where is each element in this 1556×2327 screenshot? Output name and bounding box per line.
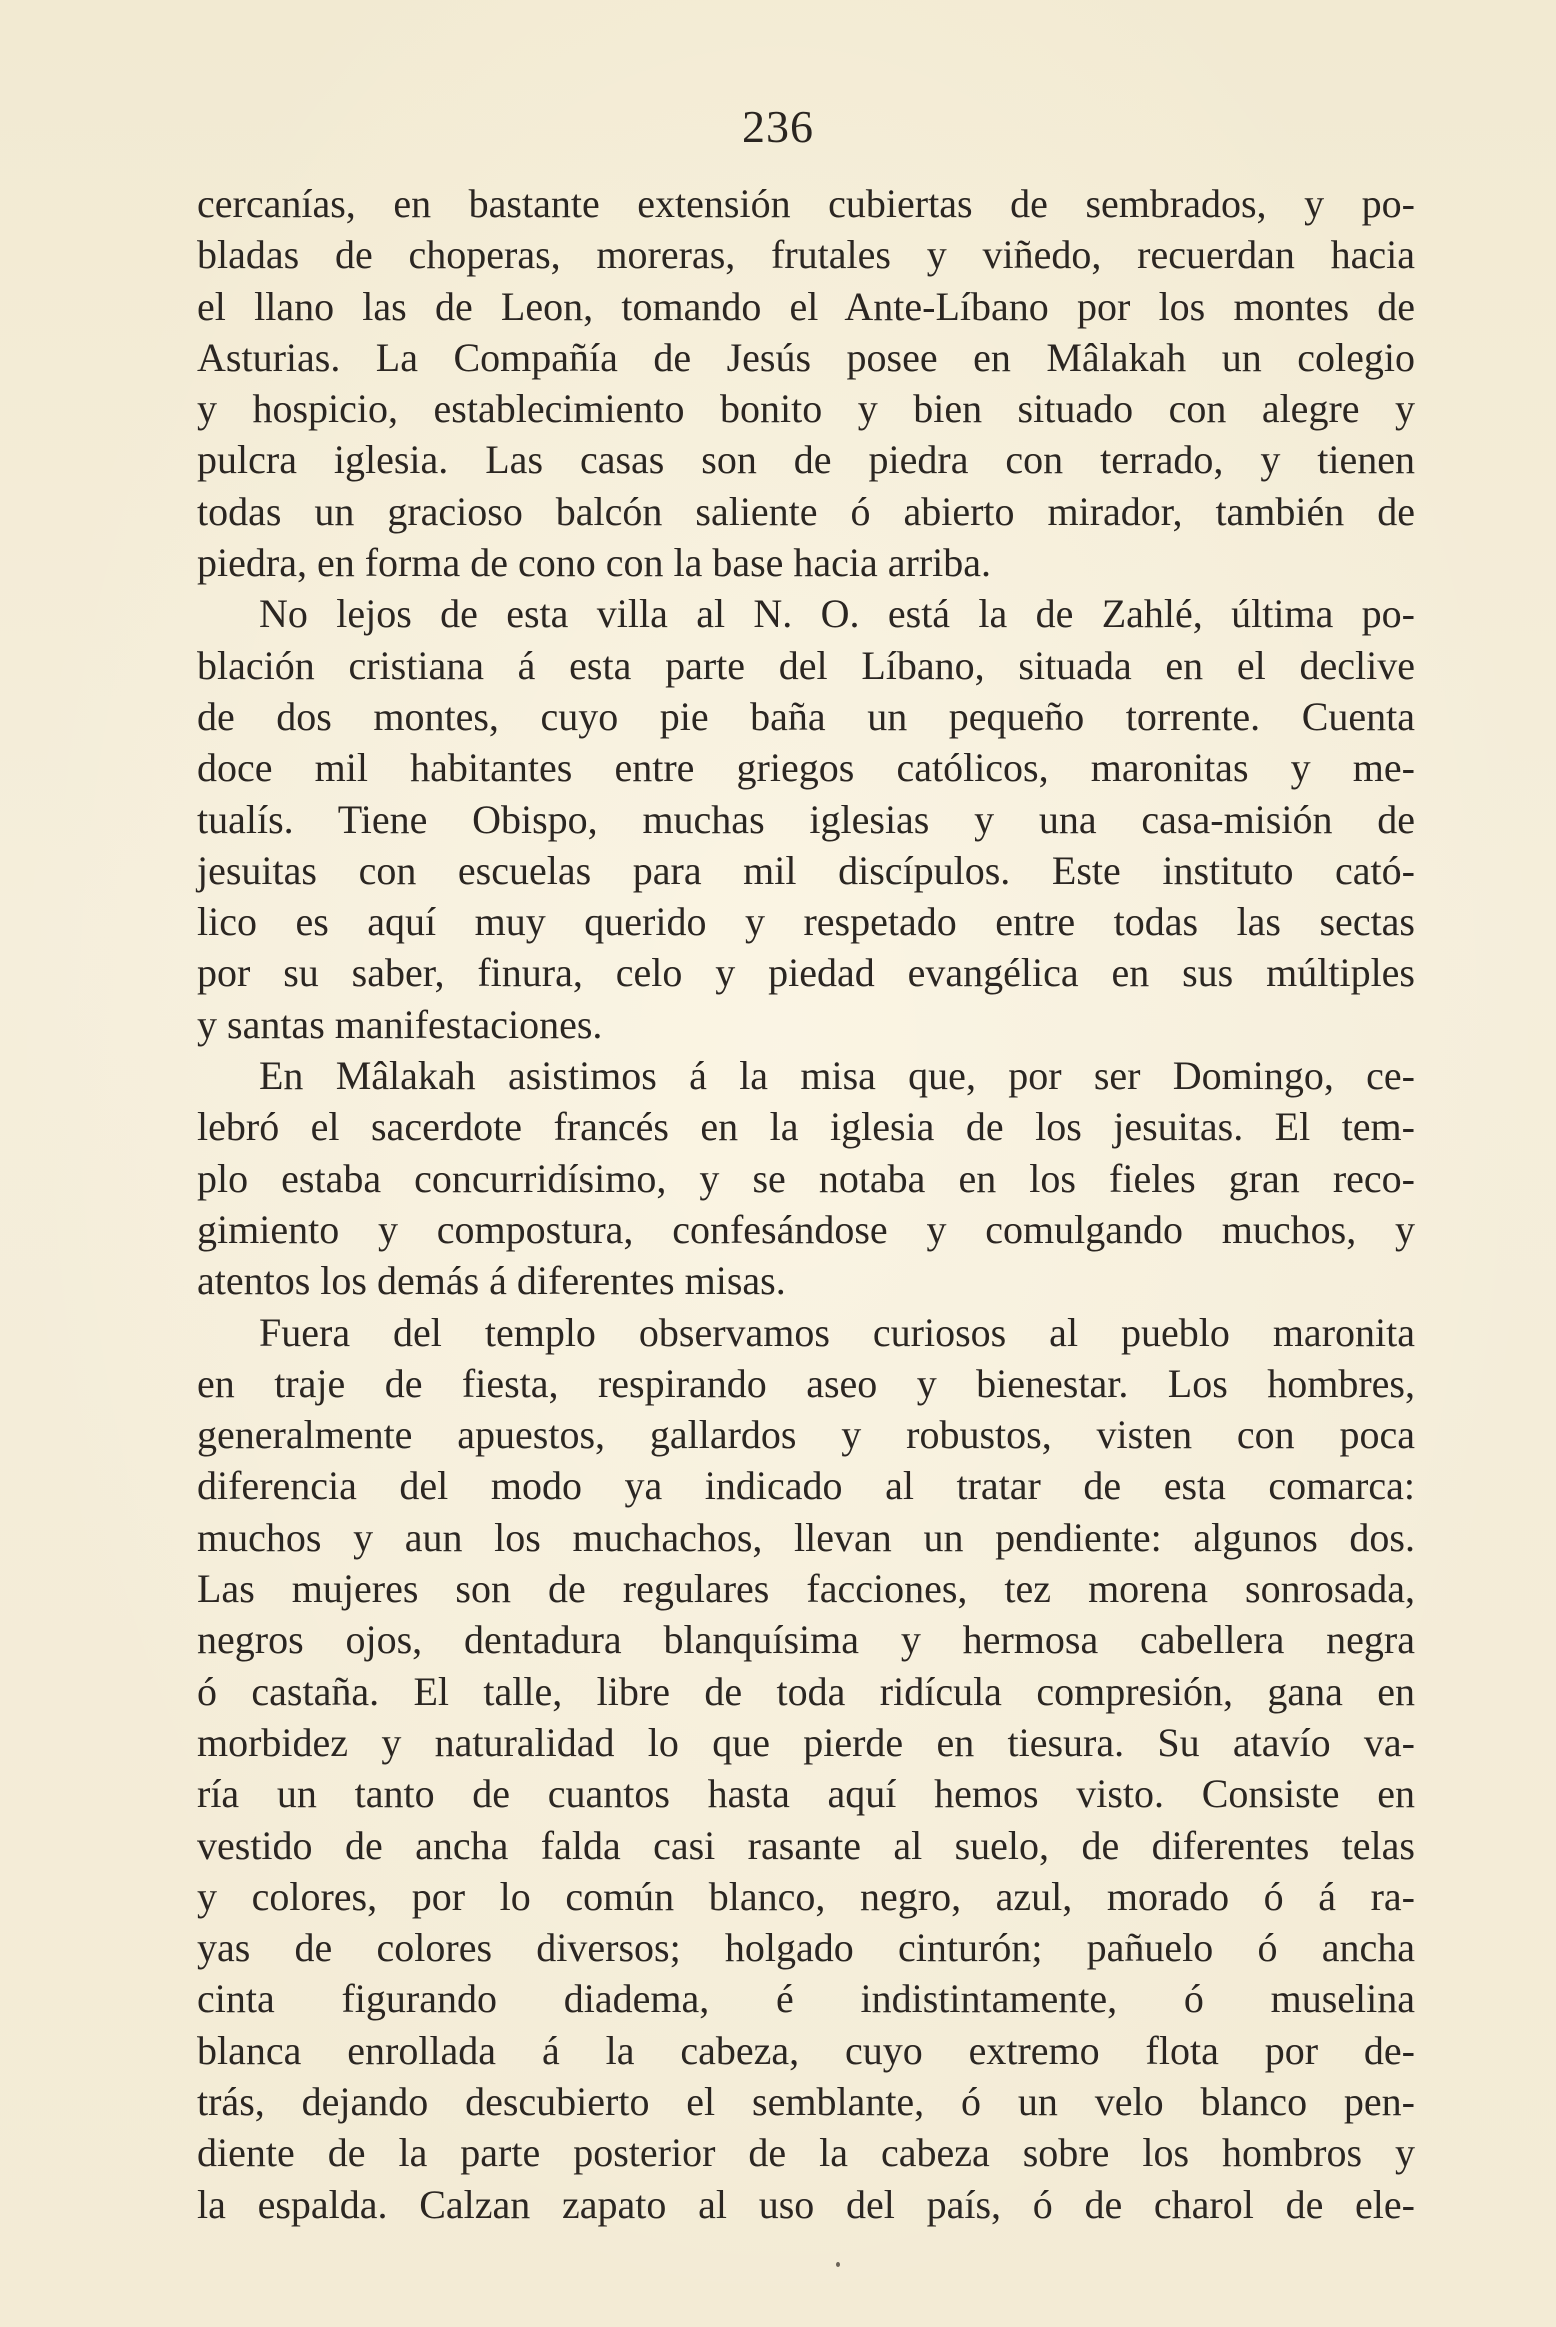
text-line: cercanías, en bastante extensión cubiertas de sembrados, y po- bbox=[197, 181, 1415, 226]
text-line: lico es aquí muy querido y respetado entre todas las sectas bbox=[197, 899, 1415, 945]
text-line: cinta figurando diadema, é indistintamente, ó muselina bbox=[197, 1976, 1415, 2022]
text-line: Las mujeres son de regulares facciones, tez morena sonrosada, bbox=[197, 1566, 1415, 1612]
text-line: En Mâlakah asistimos á la misa que, por ser Domingo, ce- bbox=[259, 1053, 1415, 1099]
text-line: bladas de choperas, moreras, frutales y viñedo, recuerdan hacia bbox=[197, 232, 1415, 278]
text-line: gimiento y compostura, confesándose y comulgando muchos, y bbox=[197, 1206, 1415, 1252]
text-line: muchos y aun los muchachos, llevan un pendiente: algunos dos. bbox=[197, 1514, 1415, 1560]
paper-speck bbox=[836, 2262, 840, 2267]
text-line: negros ojos, dentadura blanquísima y hermosa cabellera negra bbox=[197, 1617, 1415, 1663]
text-line: trás, dejando descubierto el semblante, ó un velo blanco pen- bbox=[197, 2078, 1415, 2124]
text-line: plo estaba concurridísimo, y se notaba en los fieles gran reco- bbox=[197, 1155, 1415, 1201]
text-line: yas de colores diversos; holgado cinturón; pañuelo ó ancha bbox=[197, 1925, 1415, 1971]
text-line: diente de la parte posterior de la cabeza sobre los hombros y bbox=[197, 2130, 1415, 2176]
text-line: y hospicio, establecimiento bonito y bien situado con alegre y bbox=[197, 386, 1415, 432]
text-line: atentos los demás á diferentes misas. bbox=[197, 1258, 786, 1304]
text-line: Fuera del templo observamos curiosos al pueblo maronita bbox=[259, 1309, 1415, 1355]
text-line: por su saber, finura, celo y piedad evangélica en sus múltiples bbox=[197, 950, 1415, 996]
text-line: generalmente apuestos, gallardos y robustos, visten con poca bbox=[197, 1412, 1415, 1458]
text-line: Asturias. La Compañía de Jesús posee en Mâlakah un colegio bbox=[197, 334, 1415, 380]
text-line: lebró el sacerdote francés en la iglesia de los jesuitas. El tem- bbox=[197, 1104, 1415, 1150]
text-line: blanca enrollada á la cabeza, cuyo extremo flota por de- bbox=[197, 2027, 1415, 2073]
text-line: No lejos de esta villa al N. O. está la de Zahlé, última po- bbox=[259, 591, 1415, 637]
text-line: blación cristiana á esta parte del Líbano, situada en el declive bbox=[197, 642, 1415, 688]
text-line: vestido de ancha falda casi rasante al suelo, de diferentes telas bbox=[197, 1822, 1415, 1868]
text-line: todas un gracioso balcón saliente ó abierto mirador, también de bbox=[197, 488, 1415, 534]
text-line: de dos montes, cuyo pie baña un pequeño torrente. Cuenta bbox=[197, 693, 1415, 739]
text-line: morbidez y naturalidad lo que pierde en tiesura. Su atavío va- bbox=[197, 1719, 1415, 1765]
body-text bbox=[197, 178, 1415, 2230]
text-line: el llano las de Leon, tomando el Ante-Líbano por los montes de bbox=[197, 283, 1415, 329]
text-line: ó castaña. El talle, libre de toda ridícula compresión, gana en bbox=[197, 1668, 1415, 1714]
text-line: en traje de fiesta, respirando aseo y bienestar. Los hombres, bbox=[197, 1360, 1415, 1406]
text-line: y santas manifestaciones. bbox=[197, 1001, 603, 1047]
text-line: jesuitas con escuelas para mil discípulos. Este instituto cató- bbox=[197, 847, 1415, 893]
text-line: la espalda. Calzan zapato al uso del país, ó de charol de ele- bbox=[197, 2181, 1415, 2227]
text-line: ría un tanto de cuantos hasta aquí hemos visto. Consiste en bbox=[197, 1771, 1415, 1817]
text-line: piedra, en forma de cono con la base hacia arriba. bbox=[197, 540, 992, 586]
page-number: 236 bbox=[742, 101, 814, 152]
text-line: tualís. Tiene Obispo, muchas iglesias y una casa-misión de bbox=[197, 796, 1415, 842]
text-line: doce mil habitantes entre griegos católicos, maronitas y me- bbox=[197, 745, 1415, 791]
text-line: pulcra iglesia. Las casas son de piedra con terrado, y tienen bbox=[197, 437, 1415, 483]
text-line: diferencia del modo ya indicado al tratar de esta comarca: bbox=[197, 1463, 1415, 1509]
text-line: y colores, por lo común blanco, negro, azul, morado ó á ra- bbox=[197, 1873, 1415, 1919]
